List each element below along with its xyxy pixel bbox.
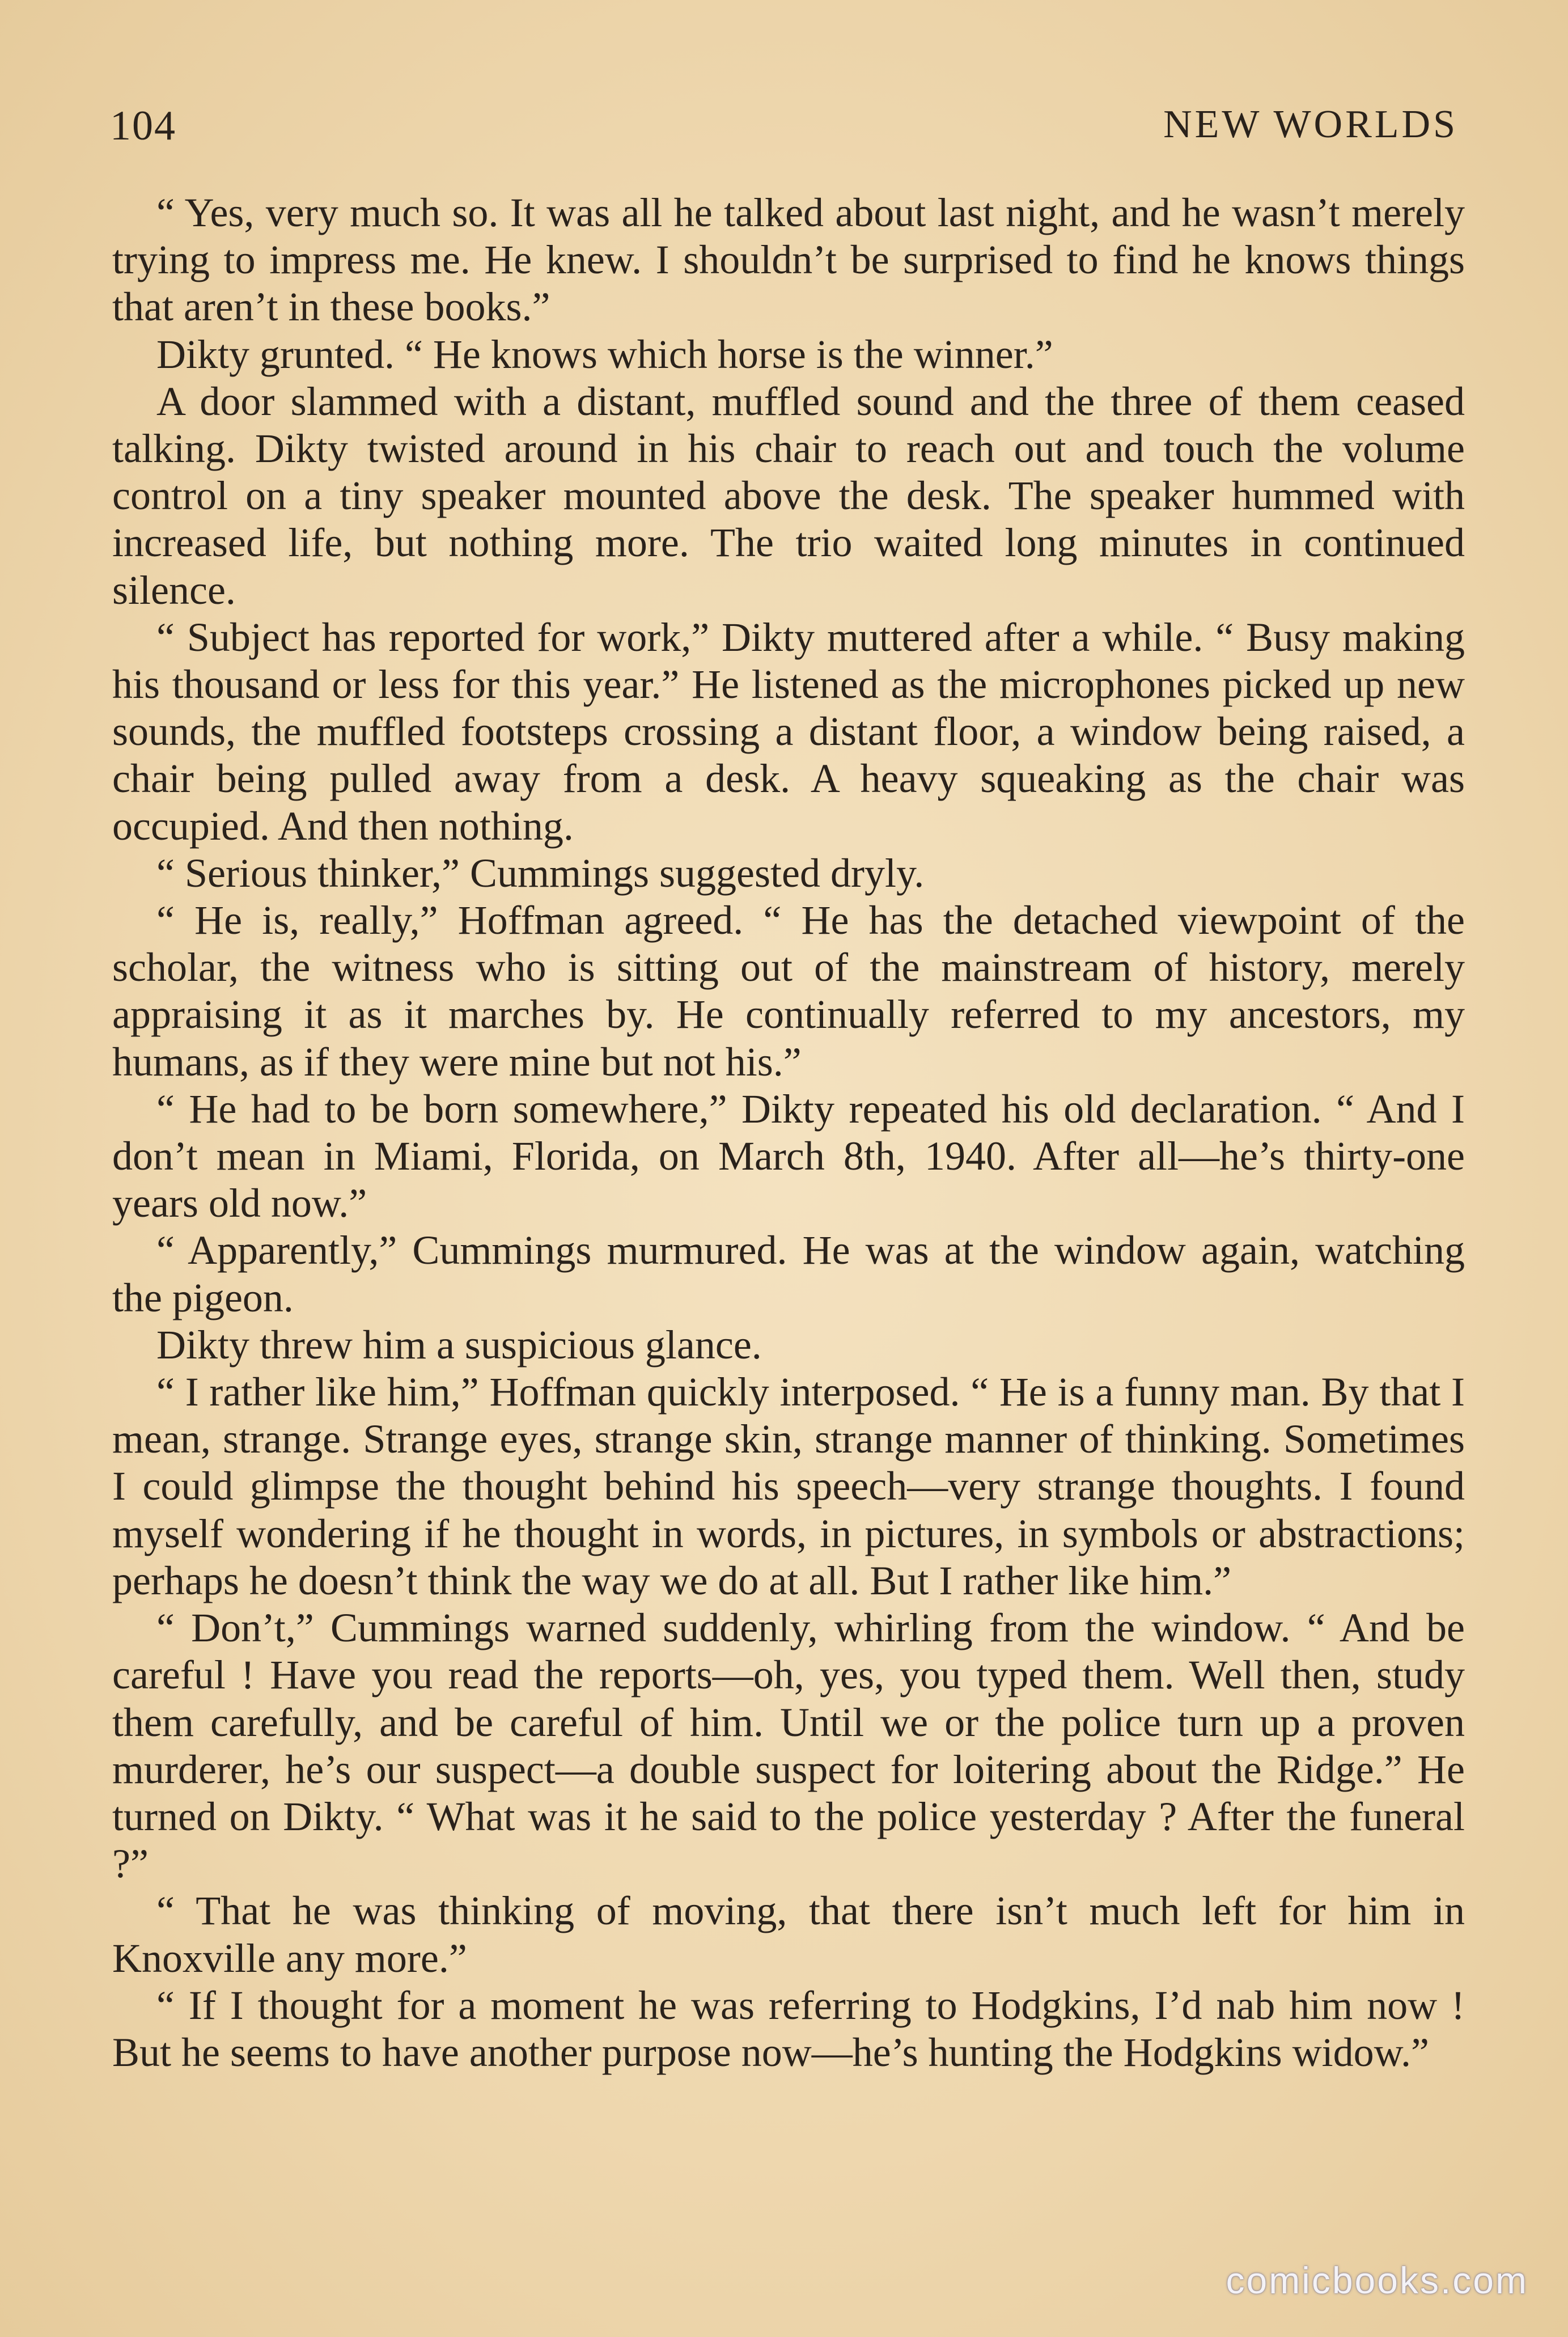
paragraph: “ That he was thinking of moving, that there isn’t much left for him in Knoxville any more.” — [112, 1888, 1465, 1981]
body-text — [112, 189, 1465, 2076]
paragraph: “ Serious thinker,” Cummings suggested dryly. — [156, 850, 925, 896]
paragraph: “ Apparently,” Cummings murmured. He was at the window again, watching the pigeon. — [112, 1227, 1465, 1320]
paragraph: “ He had to be born somewhere,” Dikty repeated his old declaration. “ And I don’t mean in Miami, Florida, on March 8th, 1940. After all—he’s thirty-one years old now.” — [112, 1086, 1465, 1226]
paragraph: “ Subject has reported for work,” Dikty muttered after a while. “ Busy making his thousand or less for this year.” He listened as the microphones picked up new sounds, the muffled footsteps crossing a distant floor, a window being raised, a chair being pulled away from a desk. A heavy squeaking as the chair was occupied. And then nothing. — [112, 614, 1465, 849]
paragraph: A door slammed with a distant, muffled sound and the three of them ceased talking. Dikty twisted around in his chair to reach out and touch the volume control on a tiny speaker mounted above the desk. The speaker hummed with increased life, but nothing more. The trio waited long minutes in continued silence. — [112, 378, 1465, 613]
paragraph: Dikty grunted. “ He knows which horse is the winner.” — [156, 331, 1053, 377]
paragraph: “ He is, really,” Hoffman agreed. “ He has the detached viewpoint of the scholar, the witness who is sitting out of the mainstream of history, merely appraising it as it marches by. He continually referred to my ancestors, my humans, as if they were mine but not his.” — [112, 897, 1465, 1085]
paragraph: “ Don’t,” Cummings warned suddenly, whirling from the window. “ And be careful ! Have you read the reports—oh, yes, you typed them. Well then, study them carefully, and be careful of him. Until we or the police turn up a proven murderer, he’s our suspect—a double suspect for loitering about the Ridge.” He turned on Dikty. “ What was it he said to the police yesterday ? After the funeral ?” — [112, 1605, 1465, 1887]
page-header — [110, 102, 1458, 153]
running-head: NEW WORLDS — [1163, 103, 1458, 146]
paragraph: “ Yes, very much so. It was all he talked about last night, and he wasn’t merely trying to impress me. He knew. I shouldn’t be surprised to find he knows things that aren’t in these books.” — [112, 190, 1465, 330]
paragraph: “ I rather like him,” Hoffman quickly interposed. “ He is a funny man. By that I mean, strange. Strange eyes, strange skin, strange manner of thinking. Sometimes I could glimpse the thought behind his speech—very strange thoughts. I found myself wondering if he thought in words, in pictures, in symbols or abstractions; perhaps he doesn’t think the way we do at all. But I rather like him.” — [112, 1369, 1465, 1603]
watermark: comicbooks.com — [1226, 2259, 1528, 2301]
page-number: 104 — [110, 103, 176, 149]
paragraph: “ If I thought for a moment he was referring to Hodgkins, I’d nab him now ! But he seems to have another purpose now—he’s hunting the Hodgkins widow.” — [112, 1982, 1465, 2075]
paragraph: Dikty threw him a suspicious glance. — [156, 1322, 762, 1368]
